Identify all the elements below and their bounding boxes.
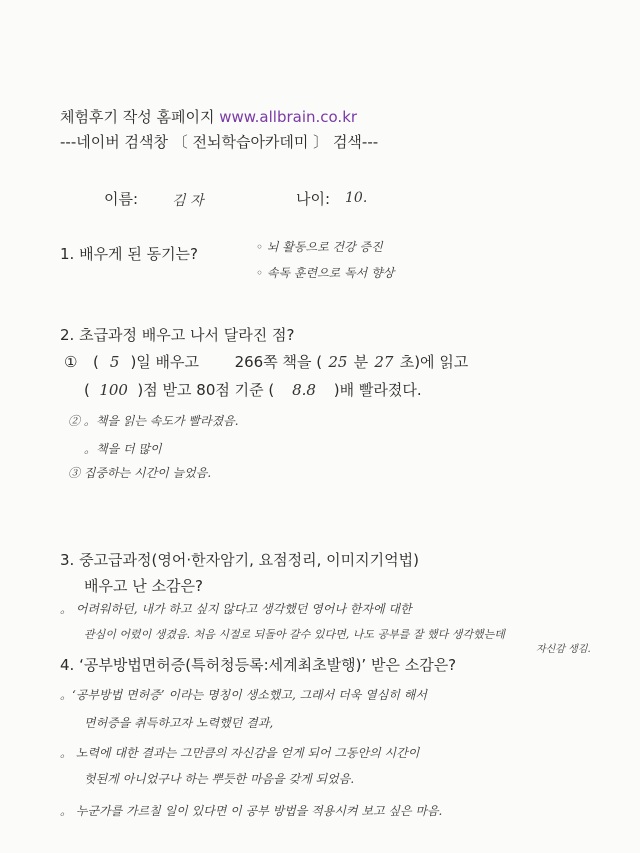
speed-suffix: )배 빨라졌다. — [333, 381, 422, 399]
days-open: ( — [93, 353, 99, 371]
days-suffix: )일 배우고 — [130, 353, 200, 371]
days-value: 5 — [109, 353, 120, 371]
q4-answer-1: 。‘공부방법 면허증’ 이라는 명칭이 생소했고, 그래서 더욱 열심히 해서 — [60, 688, 427, 702]
q1-answer-1: ◦ 뇌 활동으로 건강 증진 — [256, 240, 383, 254]
pages-text: 266쪽 책을 ( — [234, 353, 323, 371]
age-label: 나이: — [296, 190, 331, 208]
q4-answer-2: 면허증을 취득하고자 노력했던 결과, — [84, 716, 274, 730]
minutes-value: 25 — [328, 353, 348, 371]
question-4: 4. ‘공부방법면허증(특허청등록:세계최초발행)’ 받은 소감은? — [60, 656, 457, 674]
q2-answer-2: 。책을 더 많이 — [84, 442, 162, 456]
name-value: 김 자 — [172, 193, 204, 209]
q4-answer-3: 。 노력에 대한 결과는 그만큼의 자신감을 얻게 되어 그동안의 시간이 — [60, 746, 420, 760]
q3-answer-1: 。 어려워하던, 내가 하고 싶지 않다고 생각했던 영어나 한자에 대한 — [60, 602, 412, 616]
q3-answer-2: 관심이 어렸이 생겼음. 처음 시절로 되돌아 갈수 있다면, 나도 공부를 잘 했다 생각했는데 — [84, 628, 505, 641]
q4-answer-5: 。 누군가를 가르칠 일이 있다면 이 공부 방법을 적용시켜 보고 싶은 마음. — [60, 804, 443, 818]
seconds-value: 27 — [374, 353, 394, 371]
seconds-label: 초)에 읽고 — [399, 353, 469, 371]
q1-answer-2: ◦ 속독 훈련으로 독서 향상 — [256, 266, 395, 280]
item-number-1: ① — [64, 353, 78, 371]
age-value: 10. — [345, 190, 368, 206]
header-title: 체험후기 작성 홈페이지 — [60, 108, 215, 126]
name-label: 이름: — [104, 190, 139, 208]
q2-row-1 — [64, 351, 468, 372]
score-suffix: )점 받고 80점 기준 ( — [137, 381, 275, 399]
q3-answer-3: 자신감 생김. — [536, 644, 591, 655]
score-value: 100 — [99, 381, 128, 399]
minutes-label: 분 — [353, 353, 369, 371]
speed-multiplier-value: 8.8 — [292, 381, 316, 399]
question-3-line-1: 3. 중고급과정(영어·한자암기, 요점정리, 이미지기억법) — [60, 551, 419, 569]
homepage-url-link[interactable]: www.allbrain.co.kr — [219, 108, 358, 126]
q2-answer-1: ② 。책을 읽는 속도가 빨라졌음. — [68, 414, 239, 428]
q4-answer-4: 헛된게 아니었구나 하는 뿌듯한 마음을 갖게 되었음. — [84, 772, 355, 786]
search-instruction: ---네이버 검색창 〔 전뇌학습아카데미 〕 검색--- — [60, 133, 379, 151]
score-open: ( — [84, 381, 90, 399]
header-title-line — [60, 106, 357, 127]
question-3-line-2: 배우고 난 소감은? — [84, 577, 203, 595]
q2-row-2 — [84, 379, 422, 400]
q2-answer-3: ③ 집중하는 시간이 늘었음. — [68, 466, 212, 480]
question-2: 2. 초급과정 배우고 나서 달라진 점? — [60, 326, 295, 344]
question-1: 1. 배우게 된 동기는? — [60, 245, 199, 263]
